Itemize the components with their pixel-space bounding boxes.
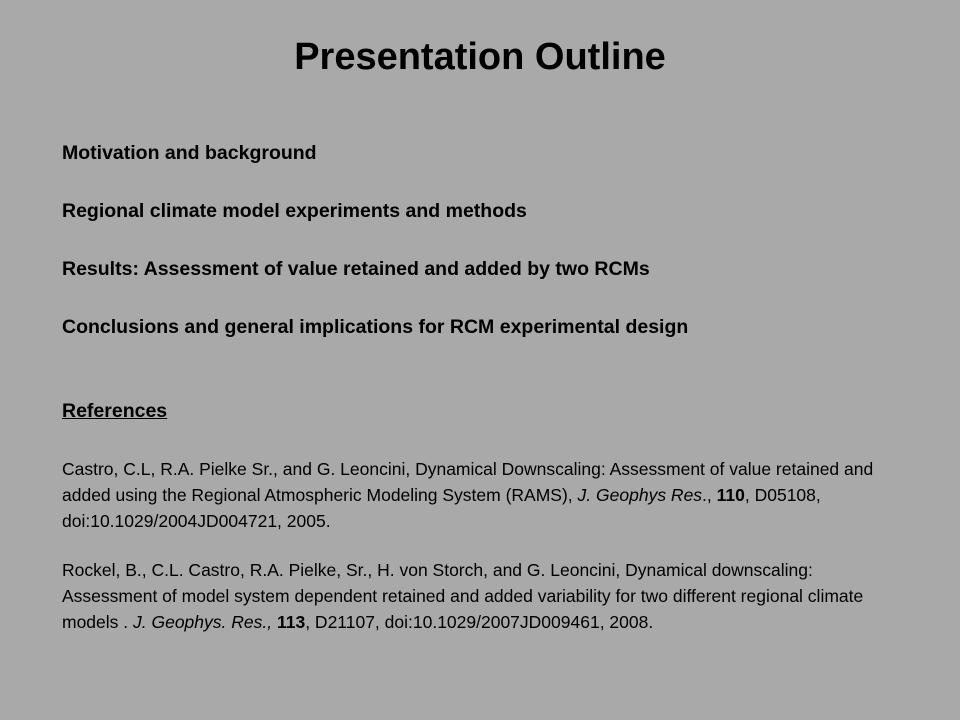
- outline-item: Conclusions and general implications for RCM experimental design: [62, 316, 689, 338]
- outline-item: Regional climate model experiments and methods: [62, 200, 527, 222]
- reference-volume: 110: [716, 485, 745, 505]
- reference-authors-title: Castro, C.L, R.A. Pielke Sr., and G. Leoncini, Dynamical Downscaling: Assessment of value retained and added using the Regional Atmospheric Modeling System (RAMS),: [62, 459, 874, 505]
- reference-journal: J. Geophys. Res.,: [133, 612, 273, 632]
- reference-citation-tail: , D05108, doi:10.1029/2004JD004721, 2005.: [62, 485, 821, 531]
- reference-authors-title: Rockel, B., C.L. Castro, R.A. Pielke, Sr., H. von Storch, and G. Leoncini, Dynamical downscaling: Assessment of model system dependent retained and added variability for two different regional climate models .: [62, 560, 864, 632]
- outline-item: Motivation and background: [62, 142, 317, 164]
- outline-item: Results: Assessment of value retained and added by two RCMs: [62, 258, 650, 280]
- reference-citation-tail: , D21107, doi:10.1029/2007JD009461, 2008.: [305, 612, 654, 632]
- reference-separator: .,: [702, 485, 717, 505]
- outline-list: [62, 140, 688, 372]
- reference-journal: J. Geophys Res: [577, 485, 703, 505]
- reference-volume: 113: [276, 612, 306, 632]
- slide-title: Presentation Outline: [294, 36, 666, 78]
- references-heading: References: [62, 400, 168, 422]
- reference-rockel-2008: [62, 557, 902, 635]
- reference-castro-2005: [62, 456, 902, 534]
